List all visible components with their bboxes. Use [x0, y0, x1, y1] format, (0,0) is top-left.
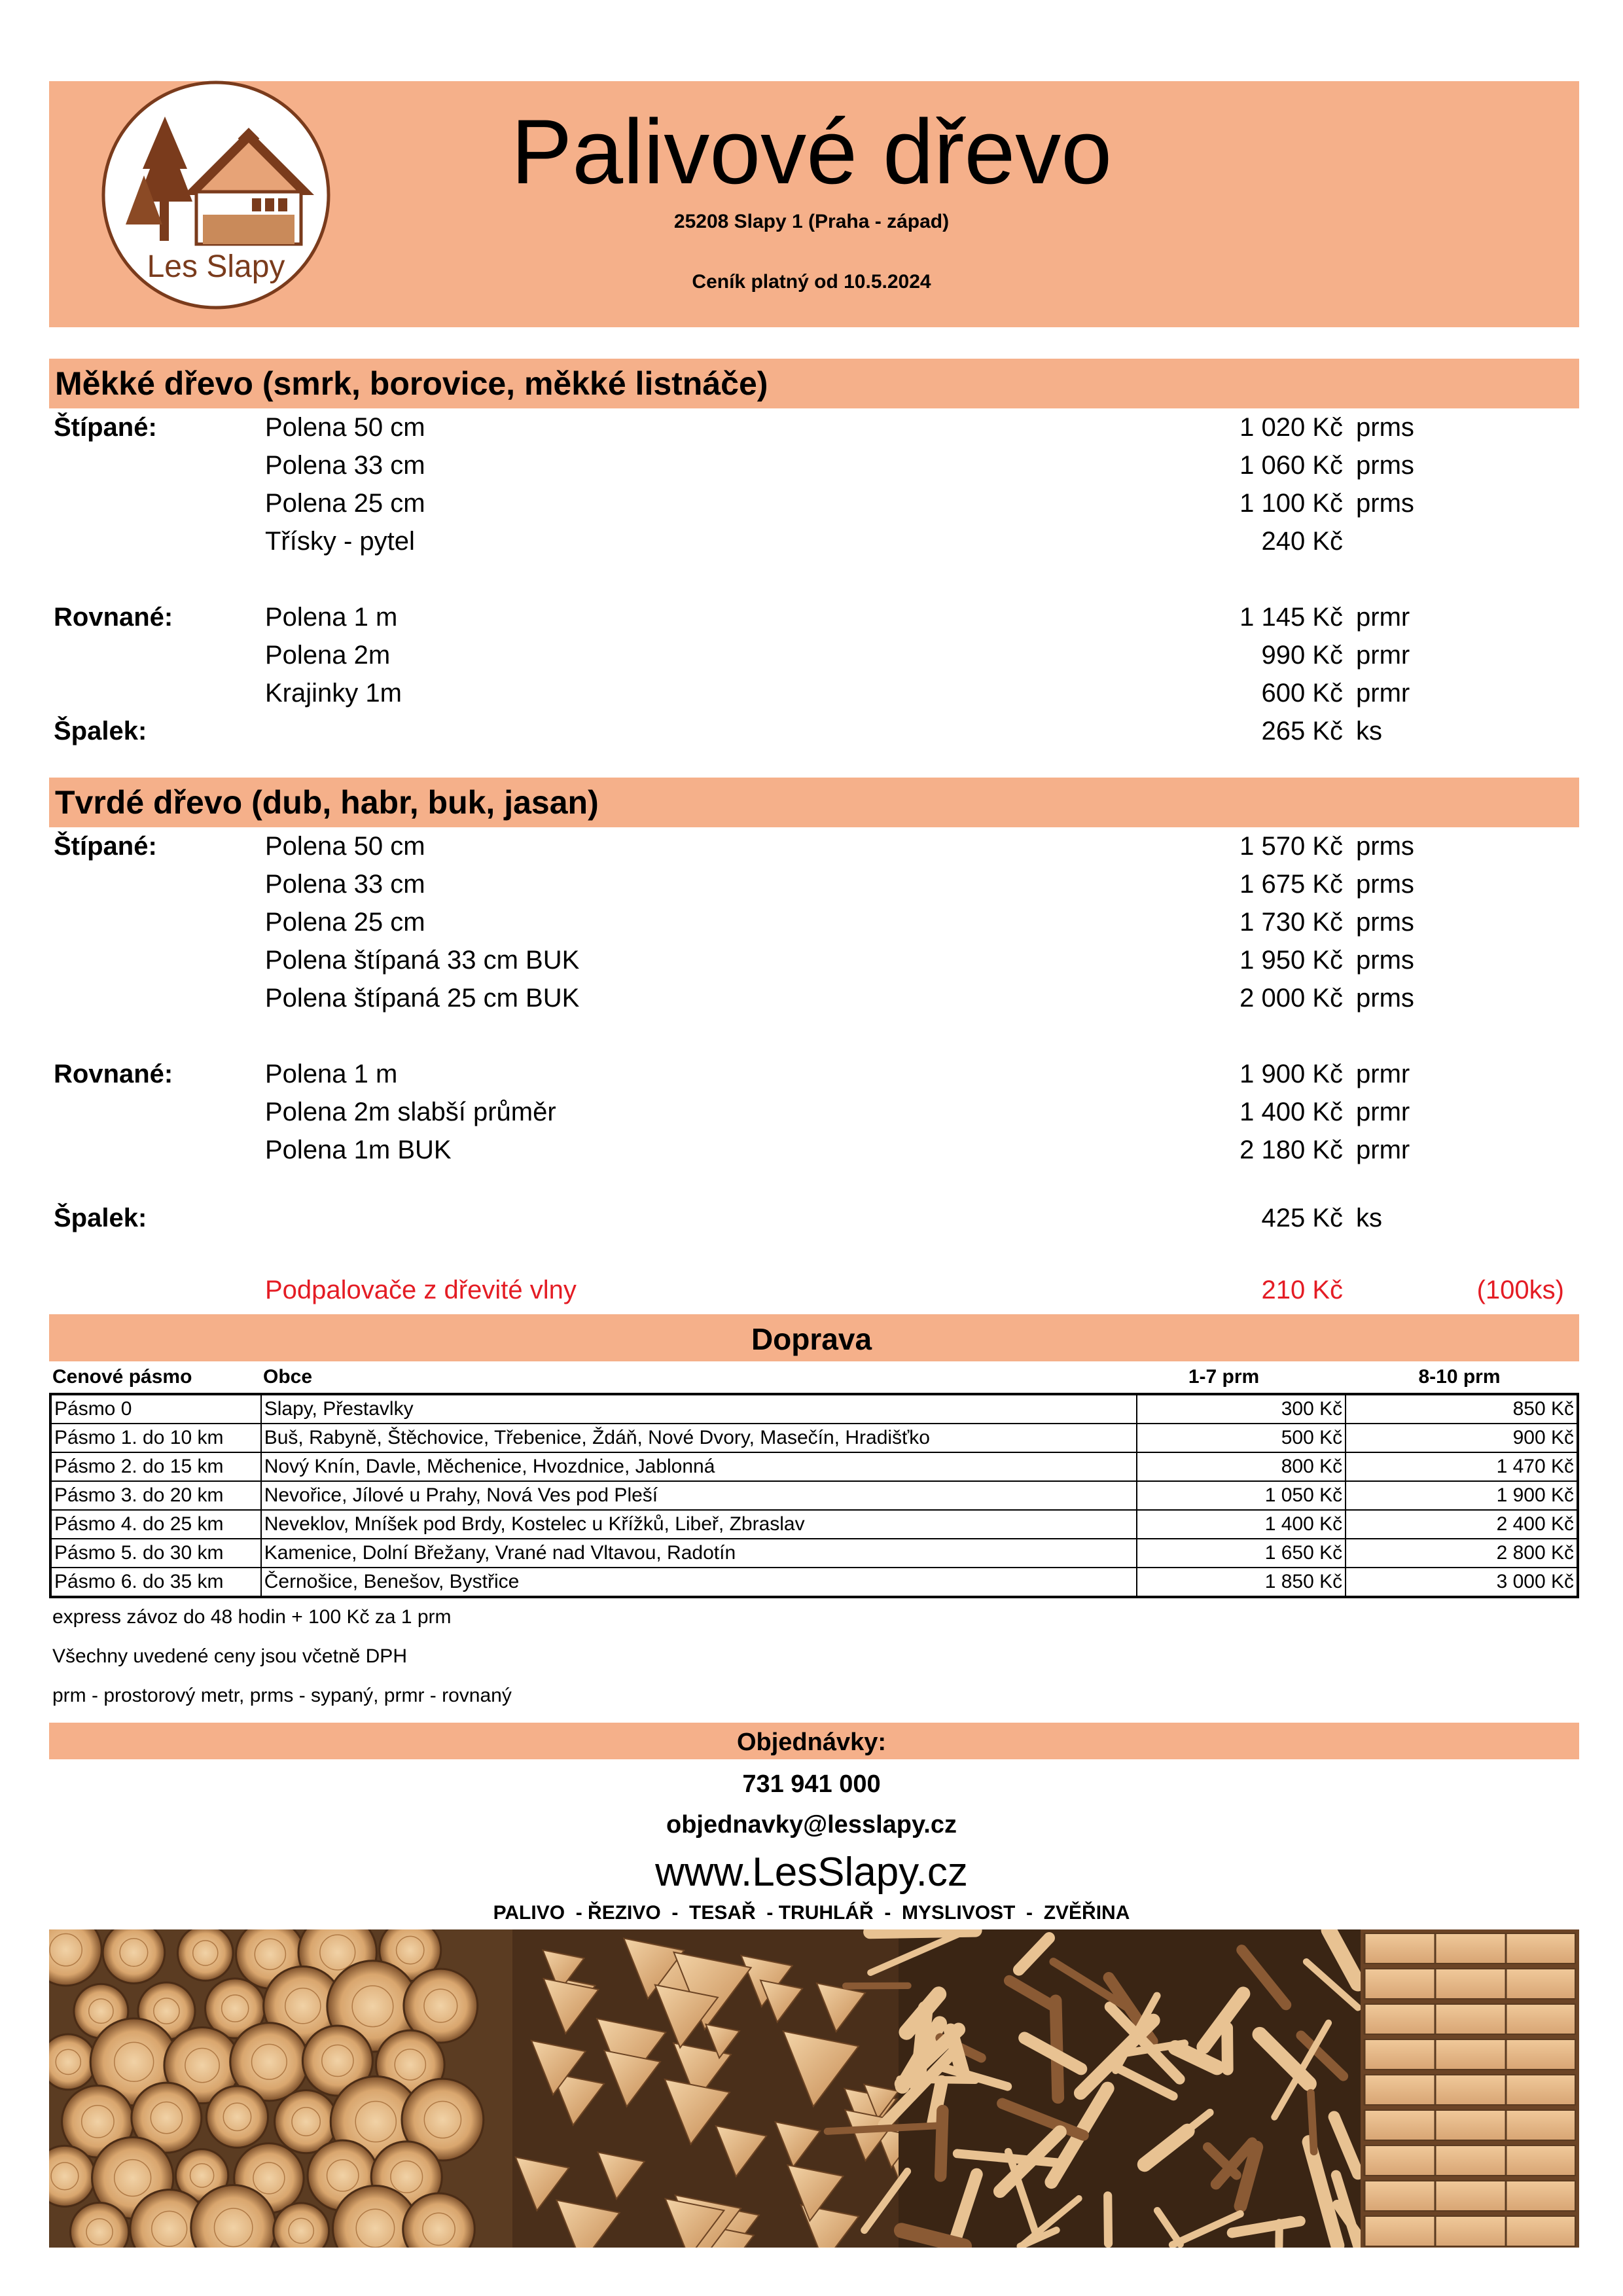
hard-row-price: 1 900 Kč — [1240, 1060, 1343, 1088]
hard-wood-title: Tvrdé dřevo (dub, habr, buk, jasan) — [55, 784, 599, 821]
soft-row-unit: prms — [1356, 413, 1414, 442]
lumber-board — [1364, 2004, 1575, 2034]
website-link[interactable]: www.LesSlapy.cz — [655, 1850, 968, 1895]
soft-row-category: Štípané: — [54, 413, 157, 442]
transport-table — [49, 1393, 1579, 1598]
transport-row — [50, 1510, 1578, 1539]
kindling-photo — [827, 1929, 1361, 2248]
soft-row-category: Špalek: — [54, 717, 147, 745]
firewood-photo-strip — [49, 1929, 1579, 2248]
soft-row-item: Polena 50 cm — [265, 413, 425, 442]
zone-cell: Pásmo 1. do 10 km — [50, 1424, 261, 1452]
hard-row-category: Rovnané: — [54, 1060, 173, 1088]
col-small-header: 1-7 prm — [1188, 1366, 1260, 1388]
hard-row-price: 1 950 Kč — [1240, 946, 1343, 975]
lumber-board — [1364, 2039, 1575, 2070]
orders-title: Objednávky: — [736, 1729, 887, 1756]
hard-row-item: Polena 33 cm — [265, 870, 425, 899]
hard-row-item: Polena 1m BUK — [265, 1136, 452, 1164]
transport-row — [50, 1452, 1578, 1481]
price-small-cell: 800 Kč — [1137, 1452, 1346, 1481]
soft-row-price: 990 Kč — [1261, 641, 1343, 670]
towns-cell: Černošice, Benešov, Bystřice — [261, 1568, 1137, 1597]
hard-row-unit: prms — [1356, 908, 1414, 937]
note-express: express závoz do 48 hodin + 100 Kč za 1 prm — [52, 1606, 452, 1628]
towns-cell: Nový Knín, Davle, Měchenice, Hvozdnice, Jablonná — [261, 1452, 1137, 1481]
price-small-cell: 1 400 Kč — [1137, 1510, 1346, 1539]
transport-row — [50, 1481, 1578, 1510]
zone-cell: Pásmo 5. do 30 km — [50, 1539, 261, 1568]
price-small-cell: 1 650 Kč — [1137, 1539, 1346, 1568]
kindling-stick — [1311, 2093, 1314, 2152]
price-small-cell: 1 050 Kč — [1137, 1481, 1346, 1510]
soft-row-unit: prms — [1356, 489, 1414, 518]
soft-row-item: Třísky - pytel — [265, 527, 415, 556]
soft-row-unit: prmr — [1356, 679, 1410, 708]
hard-row-item: Polena štípaná 33 cm BUK — [265, 946, 580, 975]
price-small-cell: 500 Kč — [1137, 1424, 1346, 1452]
hard-row-price: 1 570 Kč — [1240, 832, 1343, 861]
soft-row-unit: prms — [1356, 451, 1414, 480]
soft-row-price: 1 145 Kč — [1240, 603, 1343, 632]
hard-row-price: 2 000 Kč — [1240, 984, 1343, 1013]
order-email[interactable]: objednavky@lesslapy.cz — [666, 1811, 957, 1839]
valid-from: Ceník platný od 10.5.2024 — [692, 271, 931, 293]
soft-row-price: 1 060 Kč — [1240, 451, 1343, 480]
price-large-cell: 1 470 Kč — [1346, 1452, 1578, 1481]
hard-row-unit: prmr — [1356, 1098, 1410, 1126]
soft-row-price: 240 Kč — [1261, 527, 1343, 556]
soft-row-unit: ks — [1356, 717, 1382, 745]
col-large-header: 8-10 prm — [1418, 1366, 1501, 1388]
soft-row-item: Polena 2m — [265, 641, 391, 670]
transport-row — [50, 1394, 1578, 1424]
lumber-board — [1364, 1969, 1575, 1999]
hard-row-item: Polena 25 cm — [265, 908, 425, 937]
hard-row-unit: prms — [1356, 984, 1414, 1013]
hard-row-price: 425 Kč — [1261, 1204, 1343, 1232]
page-title: Palivové dřevo — [510, 100, 1113, 203]
price-large-cell: 2 400 Kč — [1346, 1510, 1578, 1539]
soft-row-item: Polena 33 cm — [265, 451, 425, 480]
log-end — [103, 1929, 165, 1983]
kindling-item: Podpalovače z dřevité vlny — [265, 1276, 577, 1304]
hard-row-item: Polena 1 m — [265, 1060, 398, 1088]
transport-row — [50, 1539, 1578, 1568]
stacked-lumber-photo — [1361, 1929, 1579, 2248]
note-vat: Všechny uvedené ceny jsou včetně DPH — [52, 1645, 407, 1667]
hard-row-unit: prms — [1356, 832, 1414, 861]
lumber-board — [1364, 2075, 1575, 2105]
kindling-price: 210 Kč — [1261, 1276, 1343, 1304]
towns-cell: Kamenice, Dolní Břežany, Vrané nad Vltavou, Radotín — [261, 1539, 1137, 1568]
soft-row-unit: prmr — [1356, 641, 1410, 670]
price-large-cell: 2 800 Kč — [1346, 1539, 1578, 1568]
svg-text:Les Slapy: Les Slapy — [147, 249, 285, 284]
towns-cell: Slapy, Přestavlky — [261, 1394, 1137, 1424]
towns-cell: Nevořice, Jílové u Prahy, Nová Ves pod Pleší — [261, 1481, 1137, 1510]
soft-row-price: 1 100 Kč — [1240, 489, 1343, 518]
hard-row-category: Špalek: — [54, 1204, 147, 1232]
zone-cell: Pásmo 6. do 35 km — [50, 1568, 261, 1597]
log-end — [206, 2086, 268, 2147]
hard-row-category: Štípané: — [54, 832, 157, 861]
col-zone-header: Cenové pásmo — [52, 1366, 192, 1388]
zone-cell: Pásmo 3. do 20 km — [50, 1481, 261, 1510]
soft-wood-title: Měkké dřevo (smrk, borovice, měkké listnáče) — [55, 365, 768, 402]
hard-row-price: 1 730 Kč — [1240, 908, 1343, 937]
hard-row-item: Polena 2m slabší průměr — [265, 1098, 556, 1126]
price-small-cell: 1 850 Kč — [1137, 1568, 1346, 1597]
hard-row-price: 1 675 Kč — [1240, 870, 1343, 899]
hard-row-item: Polena 50 cm — [265, 832, 425, 861]
soft-row-price: 600 Kč — [1261, 679, 1343, 708]
soft-row-category: Rovnané: — [54, 603, 173, 632]
hard-row-unit: ks — [1356, 1204, 1382, 1232]
hard-row-unit: prms — [1356, 870, 1414, 899]
kindling-stick — [940, 2111, 942, 2176]
lumber-board — [1364, 2181, 1575, 2211]
kindling-unit: (100ks) — [1476, 1276, 1564, 1304]
log-end — [274, 2203, 329, 2248]
hard-row-price: 1 400 Kč — [1240, 1098, 1343, 1126]
lumber-board — [1364, 2216, 1575, 2246]
zone-cell: Pásmo 4. do 25 km — [50, 1510, 261, 1539]
note-units: prm - prostorový metr, prms - sypaný, prmr - rovnaný — [52, 1685, 512, 1706]
kindling-stick — [1108, 2196, 1109, 2244]
price-large-cell: 900 Kč — [1346, 1424, 1578, 1452]
soft-row-item: Krajinky 1m — [265, 679, 402, 708]
hard-row-unit: prmr — [1356, 1136, 1410, 1164]
zone-cell: Pásmo 2. do 15 km — [50, 1452, 261, 1481]
hard-row-unit: prms — [1356, 946, 1414, 975]
price-large-cell: 850 Kč — [1346, 1394, 1578, 1424]
transport-row — [50, 1568, 1578, 1597]
transport-row — [50, 1424, 1578, 1452]
soft-row-price: 265 Kč — [1261, 717, 1343, 745]
lumber-board — [1364, 1933, 1575, 1964]
transport-title: Doprava — [751, 1322, 872, 1356]
hard-row-unit: prmr — [1356, 1060, 1410, 1088]
order-phone[interactable]: 731 941 000 — [742, 1770, 881, 1798]
col-towns-header: Obce — [263, 1366, 313, 1388]
lumber-board — [1364, 2110, 1575, 2140]
price-small-cell: 300 Kč — [1137, 1394, 1346, 1424]
services-tagline: PALIVO - ŘEZIVO - TESAŘ - TRUHLÁŘ - MYSLIVOST - ZVĚŘINA — [493, 1902, 1130, 1924]
soft-row-unit: prmr — [1356, 603, 1410, 632]
logs-stack-photo — [49, 1929, 512, 2248]
soft-row-item: Polena 1 m — [265, 603, 398, 632]
split-firewood-photo — [512, 1929, 946, 2248]
hard-row-item: Polena štípaná 25 cm BUK — [265, 984, 580, 1013]
zone-cell: Pásmo 0 — [50, 1394, 261, 1424]
address: 25208 Slapy 1 (Praha - západ) — [673, 211, 950, 232]
hard-row-price: 2 180 Kč — [1240, 1136, 1343, 1164]
log-end — [177, 1929, 233, 1981]
price-large-cell: 1 900 Kč — [1346, 1481, 1578, 1510]
soft-row-item: Polena 25 cm — [265, 489, 425, 518]
soft-row-price: 1 020 Kč — [1240, 413, 1343, 442]
lumber-board — [1364, 2145, 1575, 2176]
kindling-stick — [1227, 2028, 1228, 2069]
towns-cell: Buš, Rabyně, Štěchovice, Třebenice, Ždáň, Nové Dvory, Masečín, Hradišťko — [261, 1424, 1137, 1452]
towns-cell: Neveklov, Mníšek pod Brdy, Kostelec u Křížků, Libeř, Zbraslav — [261, 1510, 1137, 1539]
price-large-cell: 3 000 Kč — [1346, 1568, 1578, 1597]
